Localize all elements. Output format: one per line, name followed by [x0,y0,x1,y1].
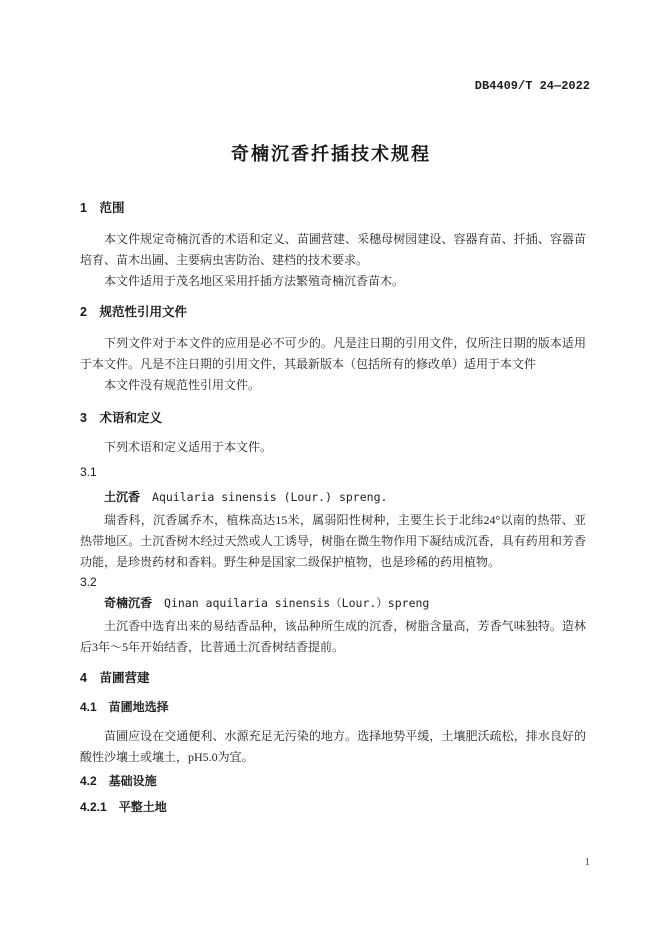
term-3-2-latin: Qinan aquilaria sinensis（Lour.）spreng [164,596,430,610]
clause-2-paragraph-2: 本文件没有规范性引用文件。 [104,378,261,392]
clause-3-intro: 下列术语和定义适用于本文件。 [104,440,273,454]
standard-code: DB4409/T 24—2022 [474,79,590,93]
clause-3-heading: 3 术语和定义 [80,411,162,425]
document-title: 奇楠沉香扦插技术规程 [231,144,431,164]
clause-4-1-paragraph: 苗圃应设在交通便利、水源充足无污染的地方。选择地势平缓，土壤肥沃疏松，排水良好的酸性沙壤土或壤土，pH5.0为宜。 [80,729,586,764]
term-3-2-definition: 土沉香中选育出来的易结香品种，该品种所生成的沉香，树脂含量高，芳香气味独特。造林后3年～5年开始结香，比普通土沉香树结香提前。 [80,619,586,654]
clause-4-2-heading: 4.2 基础设施 [80,774,157,788]
clause-1-paragraph-1: 本文件规定奇楠沉香的术语和定义、苗圃营建、采穗母树园建设、容器育苗、扦插、容器苗培育、苗木出圃、主要病虫害防治、建档的技术要求。 [80,232,586,267]
term-3-1-number: 3.1 [80,465,97,479]
term-3-1-line [80,489,586,505]
clause-2-heading: 2 规范性引用文件 [80,305,187,319]
term-3-2-number: 3.2 [80,575,97,589]
term-3-2-name: 奇楠沉香 [104,596,153,610]
term-3-1-latin: Aquilaria sinensis (Lour.) spreng. [152,490,388,504]
term-3-1-name: 土沉香 [104,490,141,504]
page-number: 1 [584,856,590,868]
clause-1-heading: 1 范围 [80,201,125,215]
clause-4-heading: 4 苗圃营建 [80,671,150,685]
clause-1-paragraph-2: 本文件适用于茂名地区采用扦插方法繁殖奇楠沉香苗木。 [104,274,405,288]
term-3-1-definition: 瑞香科，沉香属乔木，植株高达15米，属弱阳性树种，主要生长于北纬24°以南的热带、亚热带地区。土沉香树木经过天然或人工诱导，树脂在微生物作用下凝结成沉香，具有药用和芳香功能，是珍贵药材和香料。野生种是国家二级保护植物，也是珍稀的药用植物。 [80,513,586,569]
clause-4-2-1-heading: 4.2.1 平整土地 [80,800,167,814]
term-3-2-line [80,595,586,611]
clause-2-paragraph-1: 下列文件对于本文件的应用是必不可少的。凡是注日期的引用文件，仅所注日期的版本适用于本文件。凡是不注日期的引用文件，其最新版本（包括所有的修改单）适用于本文件 [80,336,586,371]
clause-4-1-heading: 4.1 苗圃地选择 [80,700,169,714]
